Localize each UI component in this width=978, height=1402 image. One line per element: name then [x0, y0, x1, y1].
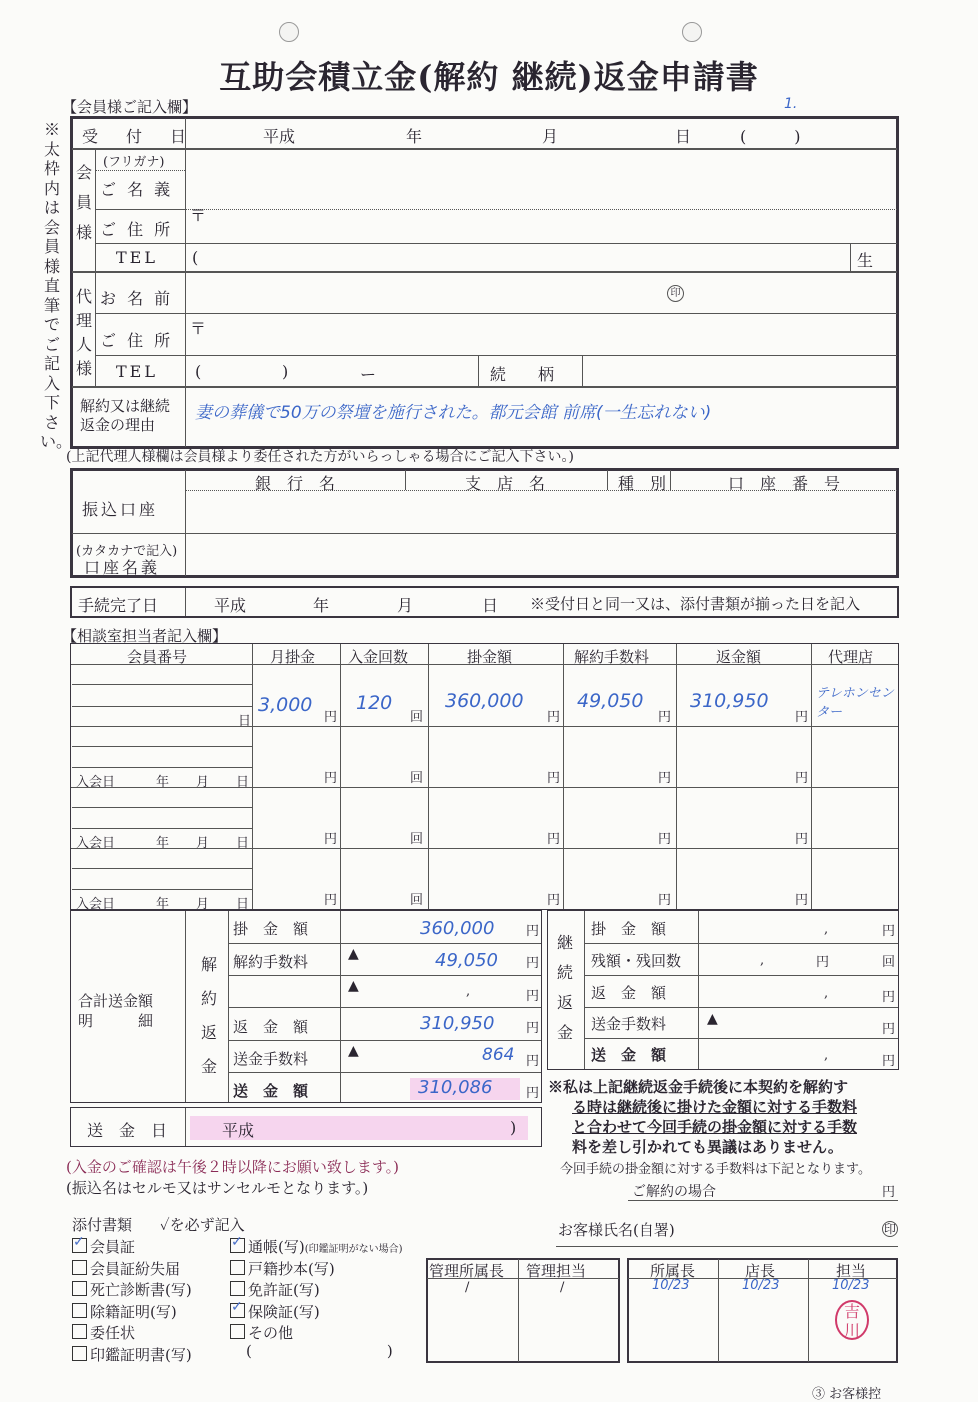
completion-note: ※受付日と同一又は、添付書類が揃った日を記入 — [530, 595, 861, 613]
attach-item[interactable] — [72, 1301, 177, 1322]
sum-row-refund: 返 金 額 — [233, 1018, 309, 1036]
sum-refund-value: 310,950 — [420, 1013, 495, 1034]
col-count: 入金回数 — [348, 648, 409, 666]
transfer-fee-triangle: ▲ — [348, 1043, 359, 1059]
agent-tel-close: ) — [282, 362, 289, 381]
cont-row-amount: 掛 金 額 — [591, 920, 667, 938]
row1-amount: 360,000 — [445, 690, 524, 712]
refund-yen: 円 — [795, 893, 809, 908]
approval-dept-head: 所属長 — [650, 1262, 696, 1280]
checkbox[interactable] — [72, 1303, 87, 1318]
member-address-label: ご 住 所 — [100, 220, 174, 239]
continue-note-1: ※私は上記継続返金手続後に本契約を解約す — [548, 1078, 849, 1096]
agent-name-label: お 名 前 — [100, 289, 174, 308]
fee-yen: 円 — [658, 893, 672, 908]
blank-triangle: ▲ — [348, 978, 359, 994]
continue-note-4: 料を差し引かれても異議はありません。 — [572, 1138, 843, 1156]
kana-note: (カタカナで記入) — [76, 544, 178, 559]
form-title: 互助会積立金(解約 継続)返金申請書 — [219, 58, 759, 96]
approval-date-2: 10/23 — [742, 1278, 780, 1293]
refund-yen: 円 — [795, 771, 809, 786]
attach-item-label: その他 — [248, 1324, 294, 1342]
agent-tel-label: TEL — [116, 362, 158, 381]
join-month: 月 — [196, 836, 210, 851]
cont-amount-yen: 円 — [882, 924, 896, 939]
amount-yen: 円 — [547, 893, 561, 908]
attach-item[interactable] — [72, 1279, 192, 1300]
row1-refund-yen: 円 — [795, 710, 809, 725]
attach-item[interactable] — [72, 1344, 192, 1365]
join-date-label: 入会日 — [76, 897, 116, 912]
sum-fee-yen: 円 — [526, 956, 540, 971]
checkbox[interactable] — [72, 1281, 87, 1296]
join-month: 月 — [196, 775, 210, 790]
cont-refund-comma: , — [824, 986, 829, 1001]
row1-fee: 49,050 — [577, 690, 644, 712]
notice-transfer-name: (振込名はセルモ又はサンセルモとなります。) — [66, 1179, 369, 1197]
transfer-account-label: 振込口座 — [82, 500, 159, 519]
agent-tel-open: ( — [195, 362, 202, 381]
member-tel-paren: ( — [192, 248, 199, 267]
approval-left-slash-2: / — [560, 1280, 565, 1295]
account-type-header: 種 別 — [618, 474, 667, 493]
checkbox[interactable] — [230, 1303, 245, 1318]
amount-yen: 円 — [547, 771, 561, 786]
attach-item[interactable] — [230, 1236, 403, 1257]
cancel-case-yen: 円 — [882, 1185, 896, 1200]
member-tel-label: TEL — [116, 248, 158, 267]
row1-fee-yen: 円 — [658, 710, 672, 725]
sum-amount-yen: 円 — [526, 924, 540, 939]
bank-name-header: 銀 行 名 — [255, 474, 336, 493]
row1-count-times: 回 — [410, 710, 424, 725]
section-member-heading: 【会員様ご記入欄】 — [62, 98, 198, 116]
send-date-label: 送 金 日 — [87, 1121, 168, 1140]
attach-title: 添付書類 — [72, 1216, 133, 1234]
join-day: 日 — [236, 897, 250, 912]
sum-fee-value: 49,050 — [435, 950, 498, 971]
attach-item-label: 免許証(写) — [248, 1281, 320, 1299]
received-year: 年 — [406, 127, 423, 146]
binder-hole-left — [279, 22, 299, 42]
blank-comma: , — [466, 984, 471, 999]
stamp-text: 吉川 — [843, 1302, 860, 1340]
row1-refund: 310,950 — [690, 690, 769, 712]
cont-remaining-times: 回 — [882, 955, 896, 970]
cont-row-refund: 返 金 額 — [591, 984, 667, 1002]
member-group-label: 会員様 — [75, 163, 92, 242]
send-date-close: ) — [510, 1118, 517, 1137]
binder-hole-right — [682, 22, 702, 42]
approval-store-manager: 店長 — [745, 1262, 776, 1280]
cont-row-transfer-fee: 送金手数料 — [591, 1015, 667, 1033]
reason-handwritten: 妻の葬儀で50万の祭壇を施行された。都元会館 前席(一生忘れない) — [195, 403, 712, 423]
sum-total-yen: 円 — [526, 1086, 540, 1101]
branch-name-header: 支 店 名 — [465, 474, 546, 493]
checkbox[interactable] — [230, 1260, 245, 1275]
cancel-case-label: ご解約の場合 — [632, 1184, 716, 1200]
attach-item-label: 死亡診断書(写) — [90, 1281, 192, 1299]
attach-item-label: 委任状 — [90, 1324, 136, 1342]
row1-monthly: 3,000 — [258, 694, 313, 716]
checkbox[interactable] — [230, 1238, 245, 1253]
completion-month: 月 — [397, 596, 414, 615]
approval-date-3: 10/23 — [832, 1278, 870, 1293]
account-holder-label: 口座名義 — [84, 558, 161, 577]
sum-refund-yen: 円 — [526, 1021, 540, 1036]
col-refund: 返金額 — [716, 648, 762, 666]
section-staff-heading: 【相談室担当者記入欄】 — [62, 627, 228, 645]
attach-item[interactable] — [230, 1279, 320, 1300]
member-birth-label: 生 — [857, 251, 874, 270]
fee-yen: 円 — [658, 832, 672, 847]
join-month: 月 — [196, 897, 210, 912]
attach-check-note: ✓を必ず記入 — [160, 1216, 245, 1234]
received-date-label: 受 付 日 — [82, 127, 193, 146]
received-era: 平成 — [263, 127, 296, 146]
amount-yen: 円 — [547, 832, 561, 847]
monthly-yen: 円 — [324, 832, 338, 847]
cont-total-yen: 円 — [882, 1054, 896, 1069]
row1-monthly-yen: 円 — [324, 710, 338, 725]
received-day: 日 — [675, 127, 692, 146]
agent-group-label: 代理人様 — [75, 287, 92, 378]
checkbox[interactable] — [72, 1346, 87, 1361]
agent-relation-label: 続 柄 — [490, 365, 555, 384]
attach-item[interactable] — [72, 1258, 180, 1279]
sum-amount-value: 360,000 — [420, 918, 495, 939]
cancel-refund-vertical: 解約返金 — [200, 955, 217, 1076]
approval-staff: 担当 — [836, 1262, 867, 1280]
agent-seal: 印 — [667, 285, 684, 302]
cont-remaining-yen: 円 — [816, 955, 830, 970]
row1-count: 120 — [356, 692, 393, 714]
continue-refund-vertical: 継続返金 — [556, 933, 573, 1042]
attach-item-label: 除籍証明(写) — [90, 1302, 177, 1321]
checkbox[interactable] — [230, 1324, 245, 1339]
cont-total-comma: , — [824, 1048, 829, 1063]
summary-label-1: 合計送金額 — [78, 992, 154, 1010]
fee-yen: 円 — [658, 771, 672, 786]
sum-row-transfer-fee: 送金手数料 — [233, 1050, 309, 1068]
attach-item-label: 通帳(写) — [248, 1238, 305, 1256]
monthly-yen: 円 — [324, 893, 338, 908]
approval-left-slash-1: / — [465, 1280, 470, 1295]
attach-item-note: (印鑑証明がない場合) — [304, 1244, 403, 1255]
cont-amount-comma: , — [824, 922, 829, 937]
cont-transfer-fee-yen: 円 — [882, 1022, 896, 1037]
other-paren: ( ) — [246, 1342, 393, 1360]
agent-note: (上記代理人様欄は会員様より委任された方がいらっしゃる場合にご記入下さい。) — [66, 449, 574, 465]
join-day: 日 — [236, 836, 250, 851]
checkbox[interactable] — [72, 1324, 87, 1339]
join-date-label: 入会日 — [76, 775, 116, 790]
completion-year: 年 — [313, 596, 330, 615]
notice-payment: (入金のご確認は午後２時以降にお願い致します。) — [66, 1158, 400, 1176]
approval-manager-head: 管理所属長 — [429, 1262, 505, 1280]
copy-label: ③ お客様控 — [812, 1387, 882, 1402]
sum-row-amount: 掛 金 額 — [233, 920, 309, 938]
sum-total-value: 310,086 — [418, 1077, 493, 1098]
attach-item-label: 印鑑証明書(写) — [90, 1345, 192, 1364]
join-year: 年 — [156, 897, 170, 912]
cont-row-total: 送 金 額 — [591, 1046, 667, 1064]
attach-item[interactable] — [230, 1301, 320, 1322]
checkbox[interactable] — [72, 1238, 87, 1253]
checkbox[interactable] — [72, 1260, 87, 1275]
received-weekday: ( ) — [740, 127, 801, 146]
completion-label: 手続完了日 — [78, 596, 159, 615]
send-date-era: 平成 — [222, 1121, 255, 1140]
continue-note-3: と合わせて今回手続の掛金額に対する手数 — [572, 1118, 858, 1136]
side-note: ※太枠内は会員様直筆でご記入下さい。 — [40, 120, 73, 451]
member-postal-mark: 〒 — [190, 206, 207, 225]
checkbox[interactable] — [230, 1281, 245, 1296]
reason-label-2: 返金の理由 — [80, 416, 156, 434]
corner-mark: 1. — [784, 96, 798, 112]
count-times: 回 — [410, 832, 424, 847]
completion-day: 日 — [482, 596, 499, 615]
col-agency: 代理店 — [828, 648, 874, 666]
col-monthly: 月掛金 — [270, 648, 316, 666]
reason-label-1: 解約又は継続 — [80, 397, 171, 415]
attach-item[interactable] — [230, 1258, 335, 1279]
agent-tel-dash: ー — [360, 365, 377, 384]
furigana-label: (フリガナ) — [103, 155, 165, 170]
join-date-label: 入会日 — [76, 836, 116, 851]
sum-row-total: 送 金 額 — [233, 1082, 309, 1100]
count-times: 回 — [410, 893, 424, 908]
member-name-label: ご 名 義 — [100, 180, 174, 199]
row1-agency: テレホンセンター — [816, 686, 894, 720]
attach-item-label: 戸籍抄本(写) — [248, 1259, 335, 1278]
summary-label-2: 明 細 — [78, 1012, 154, 1030]
monthly-yen: 円 — [324, 771, 338, 786]
agent-postal-mark: 〒 — [190, 319, 207, 338]
join-year: 年 — [156, 775, 170, 790]
staff-seal-stamp — [835, 1300, 869, 1340]
join-day: 日 — [236, 775, 250, 790]
col-fee: 解約手数料 — [574, 648, 650, 666]
attach-item[interactable] — [72, 1322, 135, 1343]
sum-transfer-fee-yen: 円 — [526, 1054, 540, 1069]
sum-row-fee: 解約手数料 — [233, 953, 309, 971]
cont-triangle: ▲ — [707, 1011, 718, 1027]
completion-era: 平成 — [214, 596, 247, 615]
fee-triangle: ▲ — [348, 946, 359, 962]
customer-seal: 印 — [883, 1222, 896, 1236]
col-amount: 掛金額 — [467, 648, 513, 666]
row1-day-suffix: 日 — [238, 714, 252, 729]
continue-note-2: る時は継続後に掛けた金額に対する手数料 — [572, 1098, 858, 1116]
fee-note: 今回手続の掛金額に対する手数料は下記となります。 — [560, 1162, 871, 1177]
sum-blank-yen: 円 — [526, 989, 540, 1004]
approval-date-1: 10/23 — [652, 1278, 690, 1293]
customer-name-label: お客様氏名(自署) — [558, 1221, 675, 1239]
attach-item-label: 会員証 — [90, 1238, 136, 1256]
cont-refund-yen: 円 — [882, 990, 896, 1005]
attach-item-label: 保険証(写) — [248, 1302, 320, 1321]
account-number-header: 口 座 番 号 — [728, 474, 841, 493]
row1-amount-yen: 円 — [547, 710, 561, 725]
agent-address-label: ご 住 所 — [100, 331, 174, 350]
cont-remaining-comma: , — [760, 953, 765, 968]
join-year: 年 — [156, 836, 170, 851]
attach-item[interactable] — [72, 1236, 135, 1257]
cont-row-remaining: 残額・残回数 — [591, 952, 682, 970]
received-month: 月 — [542, 127, 559, 146]
refund-yen: 円 — [795, 832, 809, 847]
col-member-number: 会員番号 — [127, 648, 188, 666]
attach-item-label: 会員証紛失届 — [90, 1259, 181, 1278]
sum-transfer-fee-value: 864 — [482, 1045, 515, 1065]
count-times: 回 — [410, 771, 424, 786]
approval-manager-staff: 管理担当 — [526, 1262, 587, 1280]
